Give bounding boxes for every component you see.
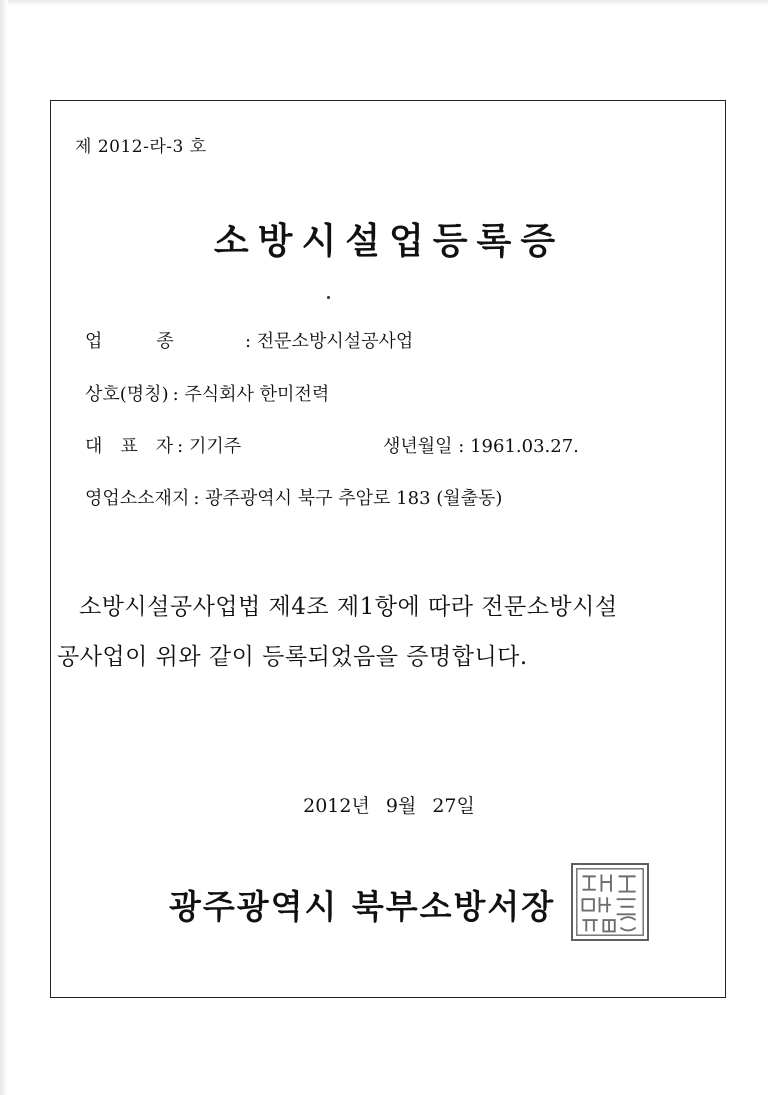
field-value: : 전문소방시설공사업 xyxy=(245,331,414,352)
field-value: : 광주광역시 북구 추암로 183 (월출동) xyxy=(193,488,503,509)
field-value: : 주식회사 한미전력 xyxy=(172,384,330,405)
field-label: 상호(명칭) xyxy=(85,384,169,405)
field-label: 업 종 xyxy=(85,331,174,352)
field-business-type xyxy=(85,327,413,353)
field-value: : 기기주 xyxy=(177,436,242,457)
page-edge xyxy=(0,0,768,6)
issuer-name: 광주광역시 북부소방서장 xyxy=(169,887,556,926)
field-label: 생년월일 xyxy=(383,436,453,457)
certificate-title: 소방시설업등록증 xyxy=(213,220,565,262)
statement-line-1: 소방시설공사업법 제4조 제1항에 따라 전문소방시설 xyxy=(79,594,618,620)
field-business-address xyxy=(85,484,502,510)
field-value: : 1961.03.27. xyxy=(458,436,579,457)
page-edge-left xyxy=(0,0,8,1095)
field-label: 대 표 자 xyxy=(85,436,174,457)
field-company-name xyxy=(85,380,329,406)
field-representative xyxy=(85,432,241,458)
issue-date: 2012년 9월 27일 xyxy=(303,795,475,817)
field-birth-date xyxy=(383,432,579,458)
certificate-number: 제 2012-라-3 호 xyxy=(75,137,207,157)
certificate-frame xyxy=(50,100,726,998)
statement-line-2: 공사업이 위와 같이 등록되었음을 증명합니다. xyxy=(57,644,528,670)
official-seal-icon xyxy=(571,863,649,941)
scan-speck xyxy=(327,296,330,299)
field-label: 영업소소재지 xyxy=(85,488,190,509)
